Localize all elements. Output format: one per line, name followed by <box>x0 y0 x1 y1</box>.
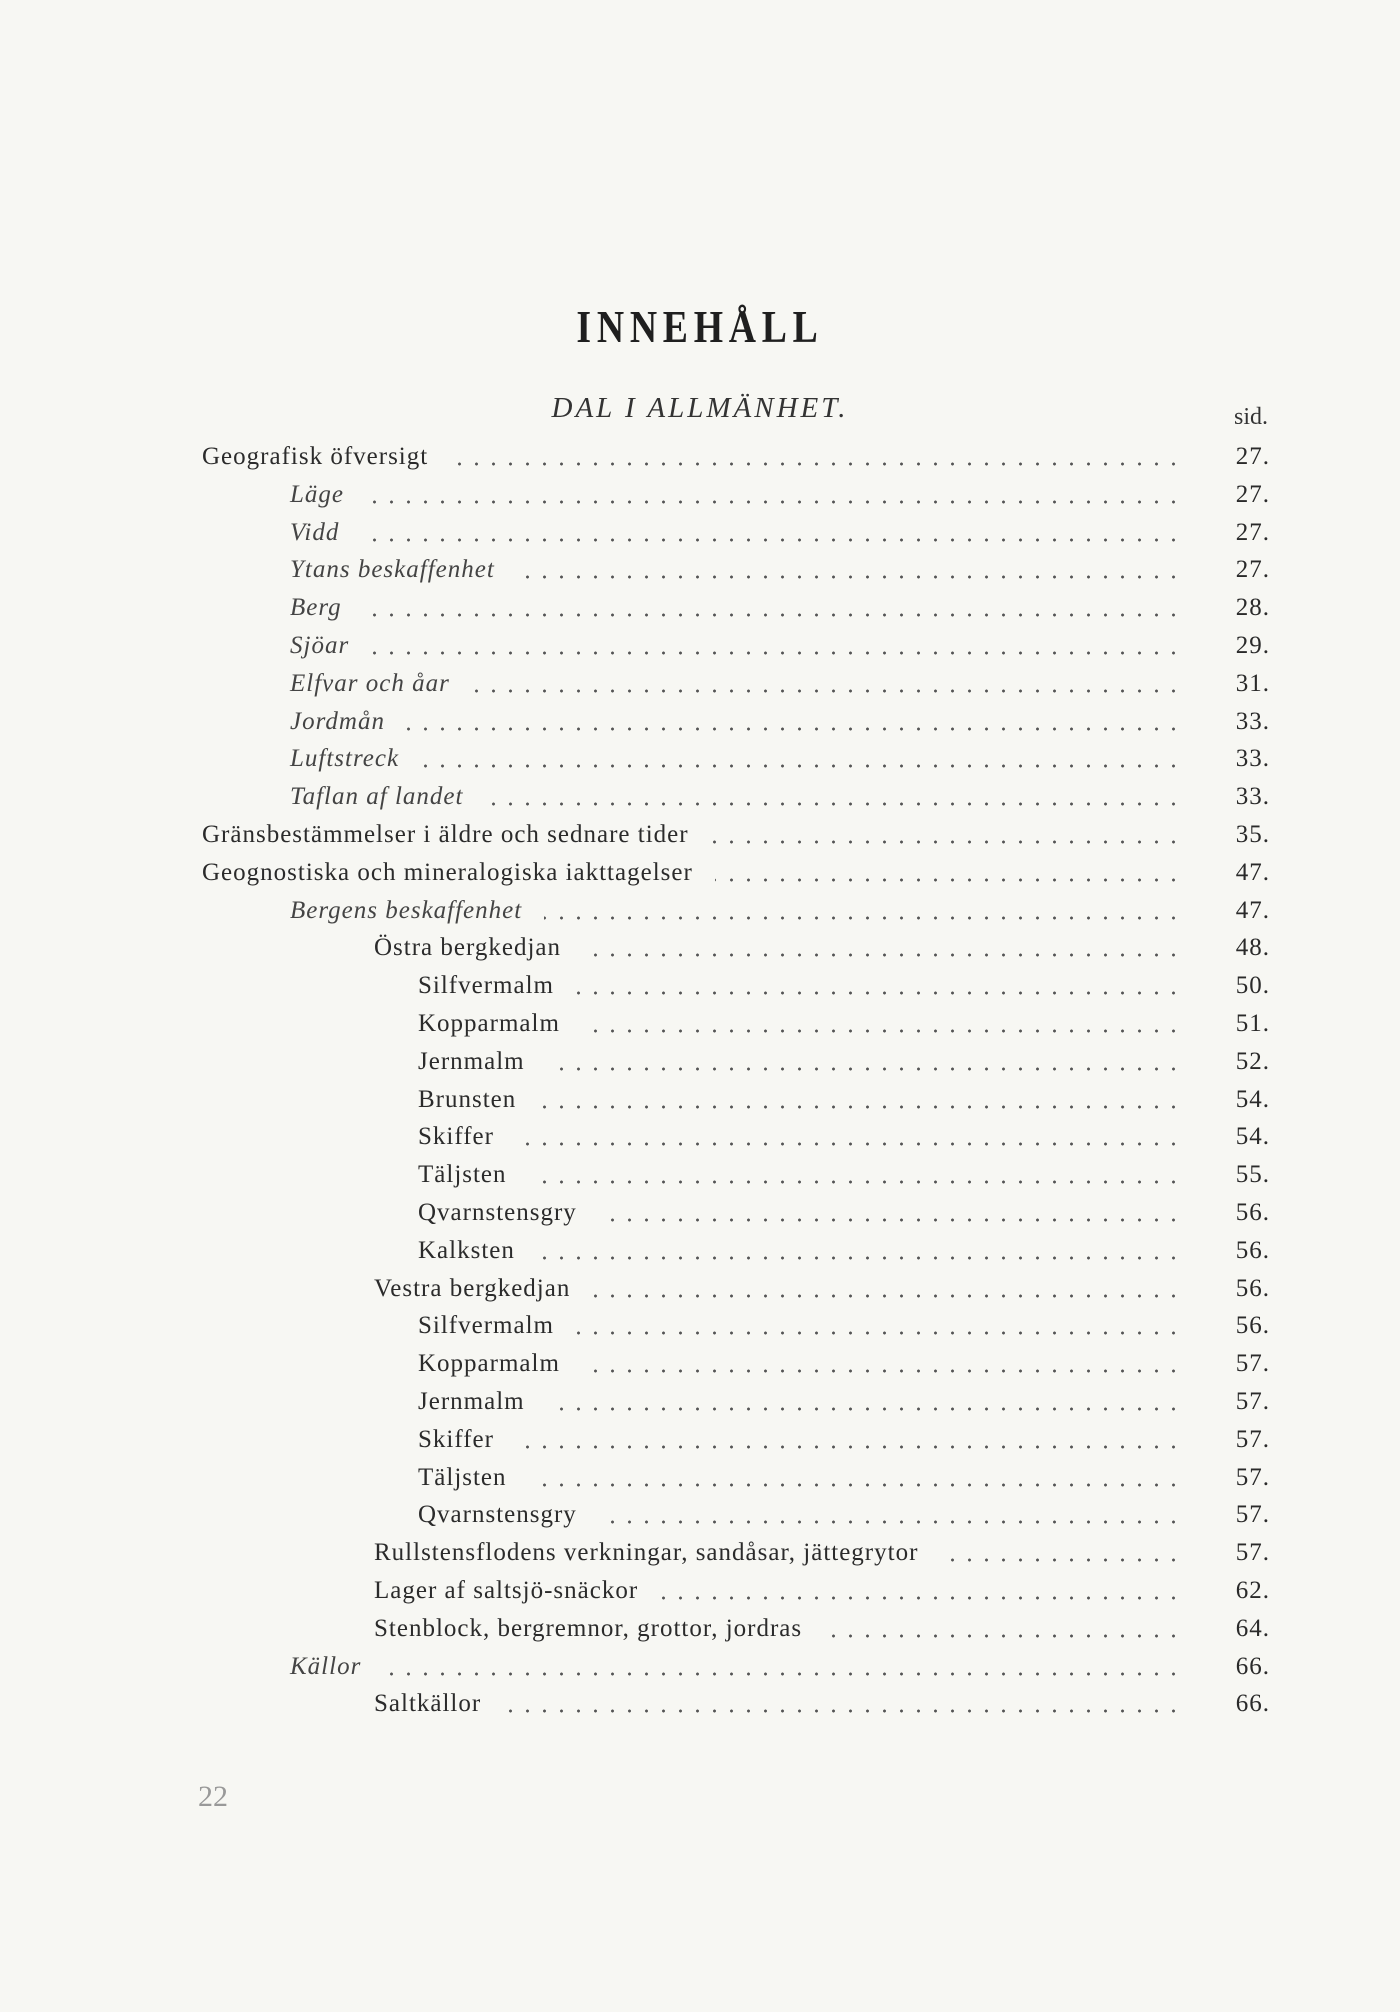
toc-entry-page: 57. <box>1235 1350 1270 1378</box>
toc-entry-page: 33. <box>1235 745 1270 773</box>
toc-entry <box>0 670 1400 708</box>
toc-entry-page: 54. <box>1235 1085 1270 1113</box>
toc-entry-page: 27. <box>1235 518 1270 546</box>
toc-entry <box>0 1615 1400 1653</box>
toc-entry <box>0 1312 1400 1350</box>
toc-entry-label: Östra bergkedjan <box>374 934 562 962</box>
toc-entry-label: Qvarnstensgry <box>418 1199 577 1226</box>
toc-entry <box>0 1464 1400 1502</box>
toc-entry-label: Gränsbestämmelser i äldre och sednare tider <box>202 821 689 848</box>
toc-entry <box>0 632 1400 670</box>
dot-leader <box>366 495 1182 509</box>
dot-leader <box>450 457 1182 471</box>
dot-leader <box>582 1024 1182 1038</box>
toc-entry-label: Qvarnstensgry <box>418 1501 577 1529</box>
dot-leader <box>364 608 1182 622</box>
toc-entry-label: Källor <box>290 1652 362 1680</box>
toc-entry-label: Geografisk öfversigt <box>202 443 429 470</box>
toc-entry <box>0 1577 1400 1615</box>
toc-entry-label: Jernmalm <box>418 1388 525 1415</box>
toc-entry <box>0 1010 1400 1048</box>
toc-entry-page: 54. <box>1235 1123 1270 1151</box>
toc-entry-label: Rullstensflodens verkningar, sandåsar, jättegrytor <box>374 1539 919 1567</box>
dot-leader <box>592 1289 1182 1303</box>
page-column-label: sid. <box>1233 404 1268 430</box>
toc-entry-page: 48. <box>1235 934 1270 962</box>
dot-leader <box>383 1667 1182 1681</box>
toc-entry-label: Skiffer <box>418 1123 494 1151</box>
toc-entry <box>0 1501 1400 1539</box>
toc-entry <box>0 1086 1400 1124</box>
toc-entry <box>0 1539 1400 1577</box>
dot-leader <box>516 1137 1182 1151</box>
dot-leader <box>485 797 1182 811</box>
toc-entry-page: 52. <box>1235 1047 1270 1075</box>
toc-entry-page: 56. <box>1235 1274 1270 1302</box>
dot-leader <box>503 1704 1182 1718</box>
toc-entry-label: Silfvermalm <box>418 972 554 1000</box>
toc-entry <box>0 1048 1400 1086</box>
toc-entry <box>0 859 1400 897</box>
dot-leader <box>660 1591 1182 1605</box>
toc-entry <box>0 519 1400 557</box>
toc-entry-label: Bergens beskaffenhet <box>290 896 523 924</box>
toc-entry-label: Saltkällor <box>374 1690 482 1718</box>
dot-leader <box>576 986 1182 1000</box>
toc-entry <box>0 1426 1400 1464</box>
toc-entry-page: 33. <box>1235 707 1270 735</box>
toc-entry <box>0 1350 1400 1388</box>
toc-entry-label: Lager af saltsjö-snäckor <box>374 1577 639 1604</box>
dot-leader <box>824 1629 1182 1643</box>
toc-entry-page: 56. <box>1235 1312 1270 1340</box>
toc-entry-page: 66. <box>1235 1652 1270 1680</box>
toc-entry <box>0 1161 1400 1199</box>
toc-entry-page: 56. <box>1235 1236 1270 1264</box>
toc-entry <box>0 745 1400 783</box>
toc-entry-label: Skiffer <box>418 1425 494 1453</box>
dot-leader <box>407 722 1182 736</box>
toc-entry <box>0 443 1400 481</box>
section-heading: DAL I ALLMÄNHET. <box>551 392 849 424</box>
toc-entry <box>0 1123 1400 1161</box>
toc-entry-page: 27. <box>1235 443 1270 470</box>
dot-leader <box>583 948 1182 962</box>
toc-entry-label: Ytans beskaffenhet <box>290 556 495 584</box>
dot-leader <box>516 1440 1182 1454</box>
dot-leader <box>361 533 1182 547</box>
toc-entry-page: 35. <box>1235 821 1270 848</box>
toc-entry <box>0 594 1400 632</box>
toc-entry <box>0 1275 1400 1313</box>
toc-entry-page: 57. <box>1235 1425 1270 1453</box>
dot-leader <box>529 1175 1182 1189</box>
toc-entry-page: 28. <box>1235 594 1270 622</box>
toc-entry-page: 62. <box>1235 1577 1270 1604</box>
toc-entry-page: 57. <box>1235 1463 1270 1491</box>
dot-leader <box>421 759 1182 773</box>
toc-entry-page: 50. <box>1235 972 1270 1000</box>
dot-leader <box>599 1515 1182 1529</box>
toc-entry-page: 57. <box>1235 1501 1270 1529</box>
dot-leader <box>547 1402 1182 1416</box>
toc-entry-page: 47. <box>1235 896 1270 924</box>
dot-leader <box>582 1364 1182 1378</box>
toc-entry-label: Silfvermalm <box>418 1312 554 1340</box>
toc-entry <box>0 934 1400 972</box>
page-number: 22 <box>198 1780 228 1813</box>
toc-entry-page: 31. <box>1235 669 1270 697</box>
toc-entry-label: Kalksten <box>418 1236 515 1264</box>
toc-entry-label: Vidd <box>290 518 340 546</box>
toc-entry-page: 51. <box>1235 1010 1270 1037</box>
dot-leader <box>537 1251 1182 1265</box>
toc-entry <box>0 1388 1400 1426</box>
dot-leader <box>544 911 1182 925</box>
toc-entry-page: 57. <box>1235 1539 1270 1567</box>
dot-leader <box>538 1100 1182 1114</box>
toc-entry-page: 66. <box>1235 1690 1270 1718</box>
toc-entry <box>0 972 1400 1010</box>
dot-leader <box>715 873 1182 887</box>
toc-entry-page: 47. <box>1235 858 1270 886</box>
toc-entry <box>0 1199 1400 1237</box>
toc-entry-label: Berg <box>290 594 342 622</box>
toc-entry-label: Stenblock, bergremnor, grottor, jordras <box>374 1614 803 1642</box>
dot-leader <box>529 1478 1182 1492</box>
toc-entry-label: Jernmalm <box>418 1047 525 1075</box>
dot-leader <box>472 684 1182 698</box>
dot-leader <box>517 570 1182 584</box>
toc-entry <box>0 1690 1400 1728</box>
toc-entry-label: Täljsten <box>418 1161 507 1189</box>
toc-entry <box>0 708 1400 746</box>
toc-entry <box>0 1653 1400 1691</box>
toc-entry-page: 55. <box>1235 1161 1270 1189</box>
toc-entry-label: Vestra bergkedjan <box>374 1274 571 1302</box>
toc-entry-label: Luftstreck <box>290 745 400 773</box>
dot-leader <box>599 1213 1182 1227</box>
toc-entry-label: Geognostiska och mineralogiska iakttagelser <box>202 858 693 886</box>
toc-entry <box>0 897 1400 935</box>
toc-entry-page: 64. <box>1235 1614 1270 1642</box>
toc-entry-label: Täljsten <box>418 1463 507 1491</box>
dot-leader <box>711 835 1182 849</box>
toc-entry-label: Elfvar och åar <box>290 669 450 697</box>
toc-entry-page: 57. <box>1235 1388 1270 1415</box>
toc-entry-page: 27. <box>1235 480 1270 508</box>
toc-entry <box>0 783 1400 821</box>
toc-entry-page: 33. <box>1235 783 1270 811</box>
toc-entry-page: 56. <box>1235 1199 1270 1226</box>
toc-entry-label: Läge <box>290 480 344 508</box>
toc-entry <box>0 556 1400 594</box>
toc-entry-label: Kopparmalm <box>418 1350 560 1378</box>
page-title: INNEHÅLL <box>576 301 824 352</box>
toc-entry-page: 29. <box>1235 632 1270 659</box>
dot-leader <box>547 1062 1182 1076</box>
toc-entry-label: Jordmån <box>290 707 385 735</box>
toc-entry-label: Brunsten <box>418 1085 517 1113</box>
dot-leader <box>940 1553 1182 1567</box>
toc-entry <box>0 481 1400 519</box>
toc-entry-label: Taflan af landet <box>290 783 464 811</box>
dot-leader <box>576 1326 1182 1340</box>
toc-entry-label: Sjöar <box>290 632 350 659</box>
toc-entry-label: Kopparmalm <box>418 1010 560 1037</box>
toc-entry-page: 27. <box>1235 556 1270 584</box>
toc-entry <box>0 1237 1400 1275</box>
dot-leader <box>371 646 1182 660</box>
toc-entry <box>0 821 1400 859</box>
